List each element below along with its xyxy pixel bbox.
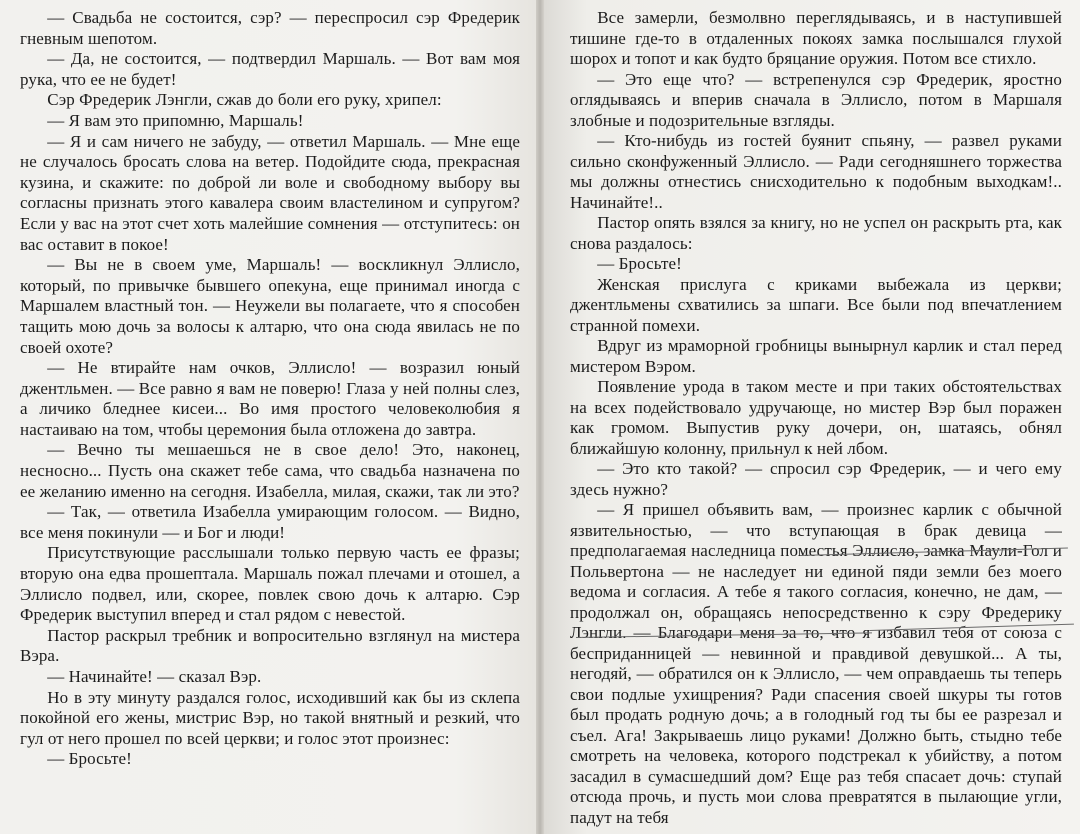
left-paragraph-14: — Бросьте! — [47, 749, 132, 769]
right-paragraph-5: — Бросьте! — [597, 254, 682, 273]
right-paragraph-9: — Это кто такой? — спросил сэр Фредерик, — и чего ему здесь нужно? — [570, 459, 1062, 499]
right-paragraph-3: — Кто-нибудь из гостей буянит спьяну, — развел руками сильно сконфуженный Эллисло. — Ради сегодняшнего торжества мы должны отнестись снисходительно к подобным выходкам!.. Начинайте!.. — [570, 131, 1062, 212]
left-paragraph-11: Пастор раскрыл требник и вопросительно взглянул на мистера Вэра. — [20, 625, 520, 666]
left-paragraph-7: — Не втирайте нам очков, Эллисло! — возразил юный джентльмен. — Все равно я вам не поверю! Глаза у ней полны слез, а личико бледнее кисеи... Во имя простого человеколюбия я настаиваю на том, чтобы церемония была отложена до завтра. — [20, 358, 520, 439]
right-paragraph-6: Женская прислуга с криками выбежала из церкви; джентльмены схватились за шпаги. Все были под впечатлением странной помехи. — [570, 274, 1062, 335]
left-paragraph-9: — Так, — ответила Изабелла умирающим голосом. — Видно, все меня покинули — и Бог и люди! — [20, 502, 520, 542]
right-paragraph-7: Вдруг из мраморной гробницы вынырнул карлик и стал перед мистером Вэром. — [570, 336, 1062, 376]
right-paragraph-1: Все замерли, безмолвно переглядываясь, и в наступившей тишине где-то в отдаленных покоях замка послышался глухой шорох и топот и как будто бряцание оружия. Потом все стихло. — [570, 8, 1062, 68]
left-paragraph-3: Сэр Фредерик Лэнгли, сжав до боли его руку, хрипел: — [47, 90, 442, 110]
right-paragraph-8: Появление урода в таком месте и при таких обстоятельствах на всех подействовало удручающе, но мистер Вэр был поражен как громом. Выпустив руку дочери, он, шатаясь, обнял ближайшую колонну, прильнул к ней лбом. — [570, 377, 1062, 458]
right-paragraph-10: — Я пришел объявить вам, — произнес карлик с обычной язвительностью, — что вступающая в брак девица — предполагаемая наследница поместья Эллисло, замка Маули-Гол и Польвертона — не наследует ни единой пяди земли без моего ведома и согласия. А тебе я такого согласия, конечно, не дам, — продолжал он, обращаясь непосредственно к сэру Фредерику Лэнгли. — Благодари меня за то, что я избавил тебя от союза с бесприданницей — невинной и правдивой девушкой... А ты, негодяй, — обратился он к Эллисло, — чем оправдаешь ты теперь свои подлые ухищрения? Ради спасения своей шкуры ты готов был продать родную дочь; а в голодный год ты бы ее разрезал и съел. Ага! Закрываешь лицо руками! Должно быть, стыдно тебе смотреть на человека, которого подстрекал к убийству, а потом засадил в сумасшедший дом? Еще раз тебя спасает дочь: ступай отсюда прочь, и пусть мои слова превратятся в пылающие угли, падут на тебя — [570, 500, 1062, 827]
right-page — [544, 0, 1080, 834]
left-paragraph-12: — Начинайте! — сказал Вэр. — [47, 667, 262, 686]
right-paragraph-2: — Это еще что? — встрепенулся сэр Фредерик, яростно оглядываясь и вперив сначала в Эллисло, потом в Маршаля злобные и подозрительные взгляды. — [570, 69, 1062, 130]
right-paragraph-4: Пастор опять взялся за книгу, но не успел он раскрыть рта, как снова раздалось: — [570, 213, 1062, 253]
left-paragraph-4: — Я вам это припомню, Маршаль! — [47, 110, 304, 130]
left-paragraph-5: — Я и сам ничего не забуду, — ответил Маршаль. — Мне еще не случалось бросать слова на ветер. Подойдите сюда, прекрасная кузина, и скажите: по доброй ли воле и свободному выбору вы согласны признать этого кавалера своим властелином и супругом? Если у вас на этот счет хоть малейшие сомнения — отступитесь: он вас оставит в покое! — [20, 131, 520, 254]
left-paragraph-1: — Свадьба не состоится, сэр? — переспросил сэр Фредерик гневным шепотом. — [20, 8, 520, 48]
left-paragraph-2: — Да, не состоится, — подтвердил Маршаль. — Вот вам моя рука, что ее не будет! — [20, 49, 520, 89]
book-gutter — [536, 0, 544, 834]
left-paragraph-6: — Вы не в своем уме, Маршаль! — воскликнул Эллисло, который, по привычке бывшего опекуна, еще принимал иногда с Маршалем властный тон. — Неужели вы полагаете, что я способен тащить мою дочь за волосы к алтарю, что она сюда явилась не по своей охоте? — [20, 255, 520, 357]
left-paragraph-13: Но в эту минуту раздался голос, исходивший как бы из склепа покойной его жены, мистрис Вэр, но такой внятный и резкий, что гул от него прошел по всей церкви; и голос этот произнес: — [20, 687, 520, 748]
left-paragraph-8: — Вечно ты мешаешься не в свое дело! Это, наконец, несносно... Пусть она скажет тебе сама, что свадьба назначена по ее желанию именно на сегодня. Изабелла, милая, скажи, так ли это? — [20, 440, 520, 501]
left-paragraph-10: Присутствующие расслышали только первую часть ее фразы; вторую она едва прошептала. Маршаль пожал плечами и отошел, а Эллисло подвел, или, скорее, повлек свою дочь к алтарю. Сэр Фредерик выступил вперед и стал рядом с невестой. — [20, 543, 520, 625]
left-page — [0, 0, 536, 834]
